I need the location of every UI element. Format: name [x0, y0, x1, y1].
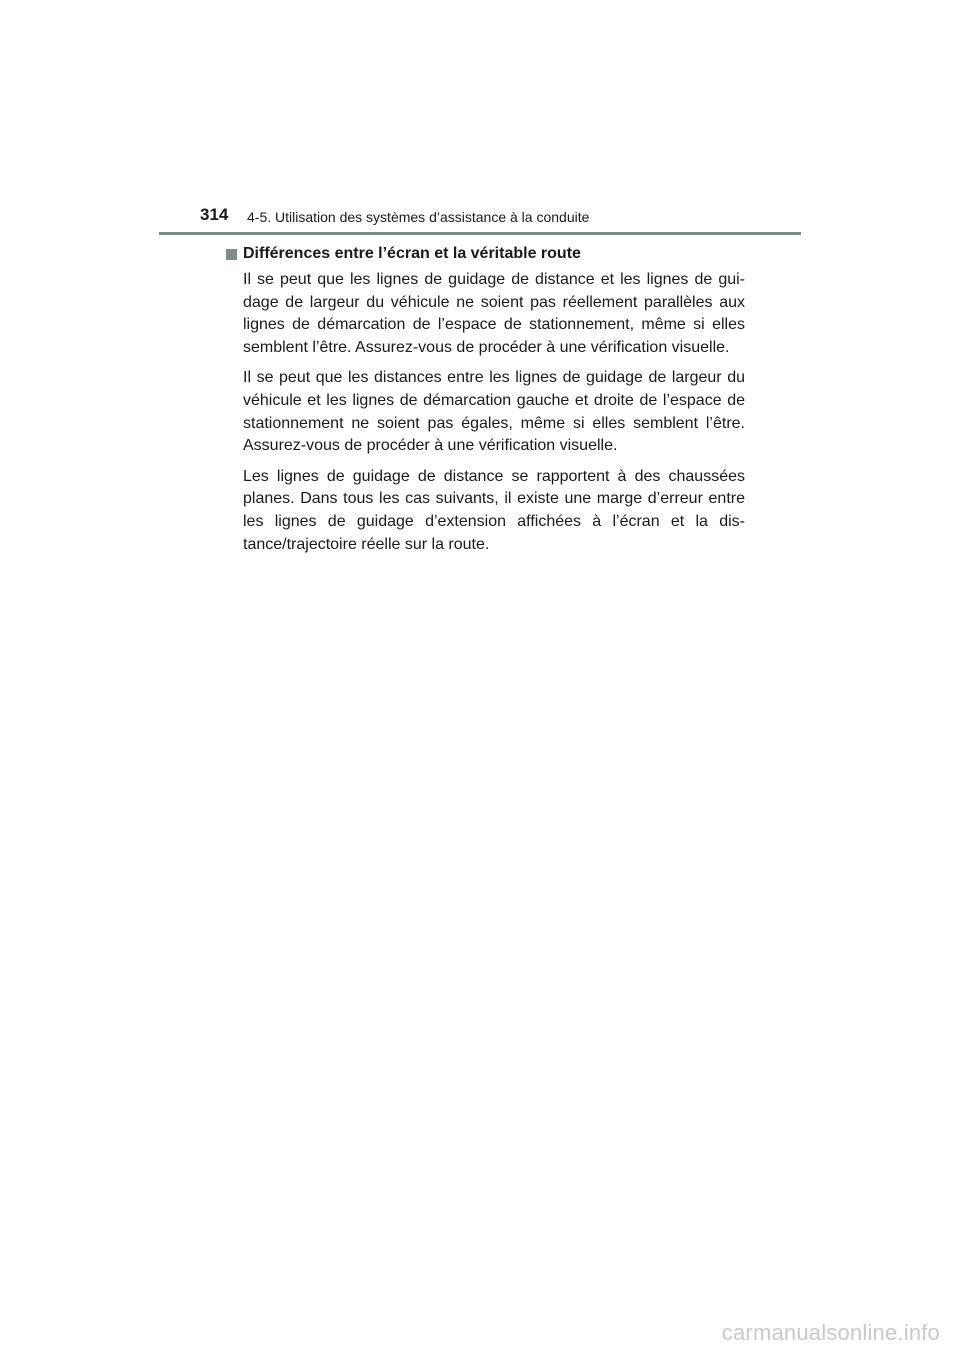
section-heading-text: Différences entre l’écran et la véritable route: [243, 245, 581, 262]
page-number: 314: [200, 205, 229, 224]
section-heading: [226, 243, 746, 265]
paragraph-equal-distances: Il se peut que les distances entre les lignes de guidage de largeur du véhicule et les lignes de démarcation gauche et droite de l’espace de stationnement ne soient pas égales, même si elles semblent l’être. Assurez-vous de procéder à une vérification visuelle.: [243, 369, 745, 455]
header-divider: [159, 232, 801, 235]
paragraph-parallel-lines: Il se peut que les lignes de guidage de distance et les lignes de gui-dage de largeur du véhicule ne soient pas réellement parallèles aux lignes de démarcation de l’espace de stationnement, même si elles semblent l’être. Assurez-vous de procéder à une vérification visuelle.: [243, 271, 745, 356]
watermark: carmanualsonline.info: [721, 1320, 940, 1345]
square-bullet-icon: [226, 249, 237, 260]
chapter-title: 4-5. Utilisation des systèmes d’assistance à la conduite: [247, 209, 590, 225]
section-body: [243, 269, 745, 556]
paragraph-flat-roads: Les lignes de guidage de distance se rapportent à des chaussées planes. Dans tous les cas suivants, il existe une marge d’erreur entre les lignes de guidage d’extension affichées à l’écran et la dis-tance/trajectoire réelle sur la route.: [243, 467, 745, 553]
section-screen-vs-road: [226, 243, 746, 564]
